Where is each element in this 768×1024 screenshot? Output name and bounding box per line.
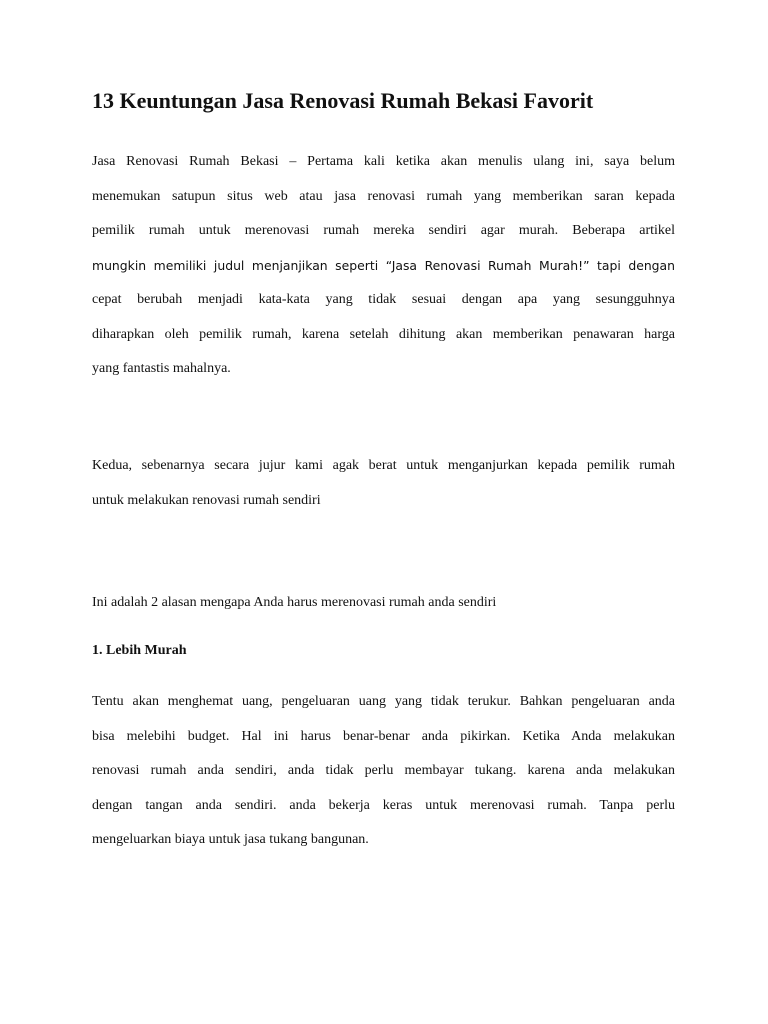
text-line: bisa melebihi budget. Hal ini harus benar-benar anda pikirkan. Ketika Anda melakukan xyxy=(92,728,675,744)
text-line: dengan tangan anda sendiri. anda bekerja keras untuk merenovasi rumah. Tanpa perlu xyxy=(92,797,675,813)
text-line: untuk melakukan renovasi rumah sendiri xyxy=(92,492,321,508)
paragraph-intro xyxy=(92,145,675,387)
text-line: Jasa Renovasi Rumah Bekasi – Pertama kali ketika akan menulis ulang ini, saya belum xyxy=(92,154,675,169)
text-line: yang fantastis mahalnya. xyxy=(92,361,231,376)
text-line: mungkin memiliki judul menjanjikan seperti “Jasa Renovasi Rumah Murah!” tapi dengan xyxy=(92,257,675,273)
text-line: Tentu akan menghemat uang, pengeluaran uang yang tidak terukur. Bahkan pengeluaran anda xyxy=(92,694,675,709)
text-line: diharapkan oleh pemilik rumah, karena setelah dihitung akan memberikan penawaran harga xyxy=(92,326,675,342)
paragraph-lebih-murah xyxy=(92,685,675,858)
text-line: Kedua, sebenarnya secara jujur kami agak berat untuk menganjurkan kepada pemilik rumah xyxy=(92,458,675,473)
text-line: pemilik rumah untuk merenovasi rumah mereka sendiri agar murah. Beberapa artikel xyxy=(92,223,675,238)
document-title: 13 Keuntungan Jasa Renovasi Rumah Bekasi Favorit xyxy=(92,88,594,113)
section-heading-lebih-murah: 1. Lebih Murah xyxy=(92,643,187,658)
text-line: renovasi rumah anda sendiri, anda tidak perlu membayar tukang. karena anda melakukan xyxy=(92,763,675,778)
paragraph-reasons-intro xyxy=(92,586,675,621)
text-line: Ini adalah 2 alasan mengapa Anda harus merenovasi rumah anda sendiri xyxy=(92,595,497,610)
text-line: mengeluarkan biaya untuk jasa tukang bangunan. xyxy=(92,832,369,847)
paragraph-second xyxy=(92,449,675,518)
text-line: menemukan satupun situs web atau jasa renovasi rumah yang memberikan saran kepada xyxy=(92,188,675,204)
text-line: cepat berubah menjadi kata-kata yang tidak sesuai dengan apa yang sesungguhnya xyxy=(92,292,675,307)
